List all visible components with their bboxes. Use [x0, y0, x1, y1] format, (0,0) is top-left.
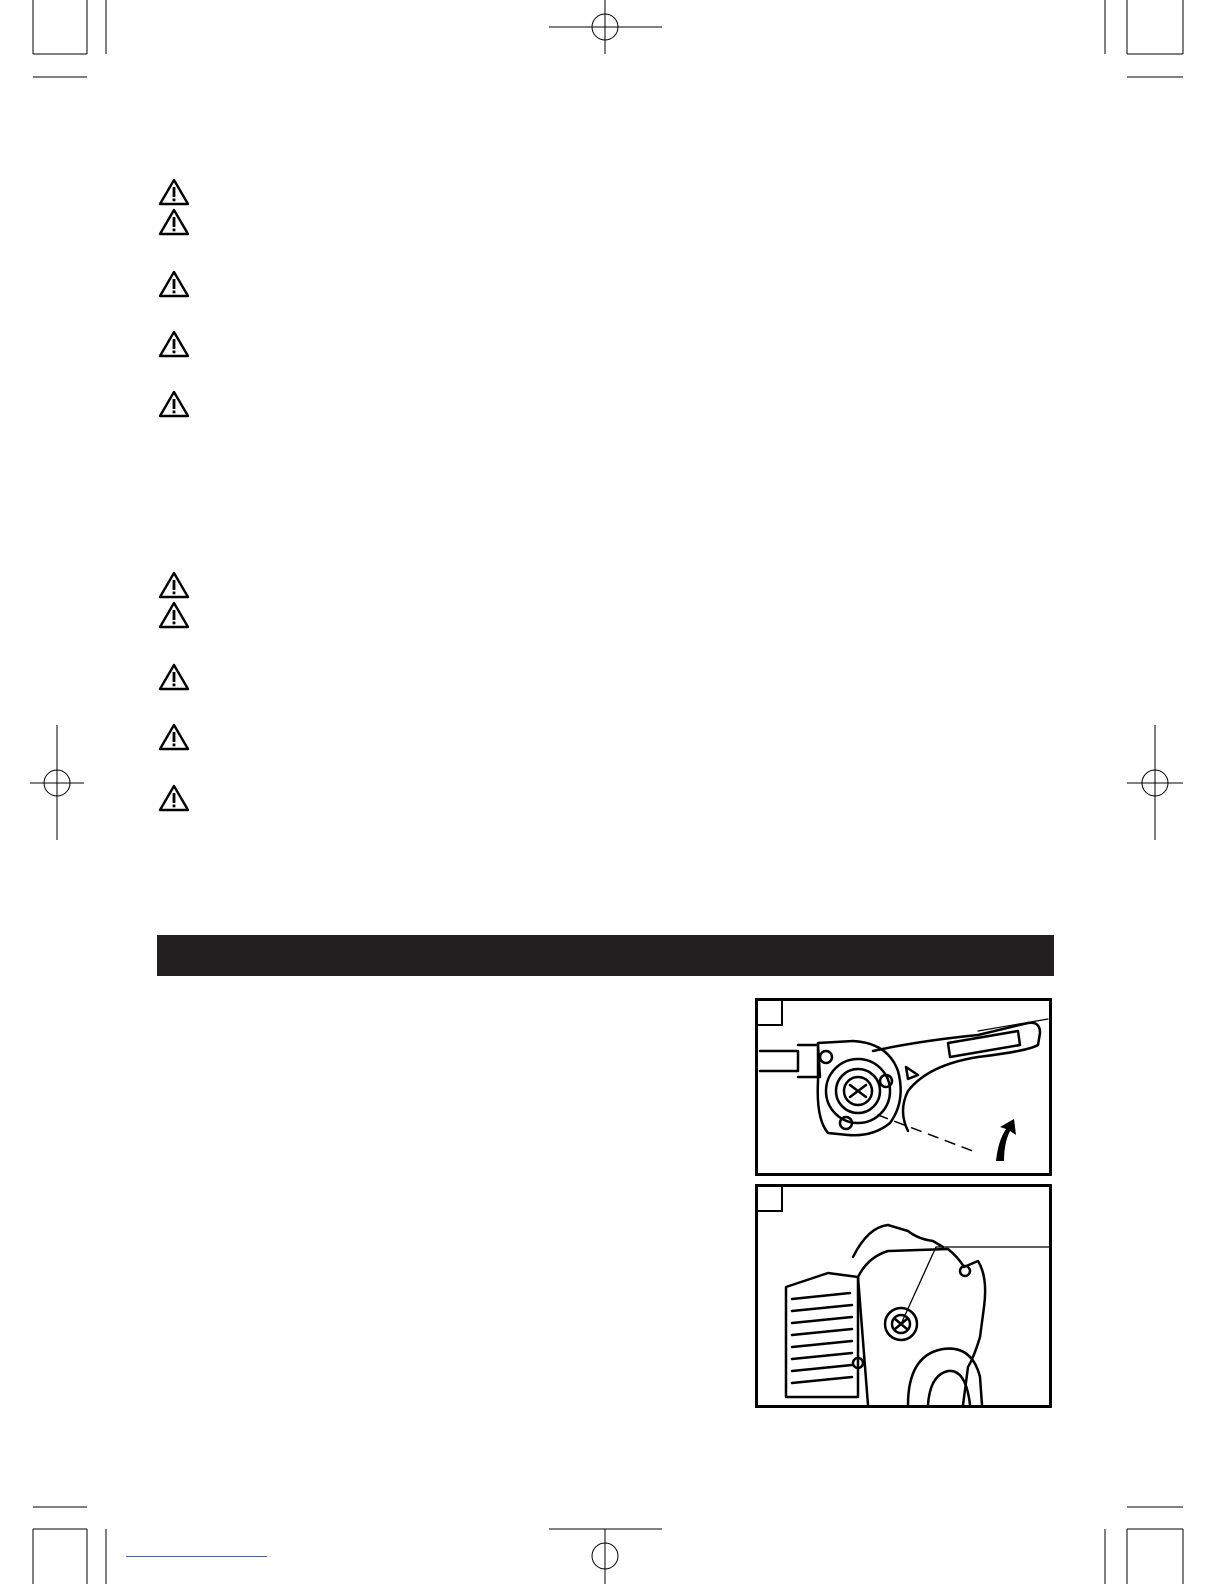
warning-triangle-icon — [158, 784, 190, 812]
figure-1-panel — [755, 998, 1052, 1176]
warning-triangle-icon — [158, 390, 190, 418]
figure-2-panel — [755, 1184, 1052, 1408]
engine-housing-illustration — [758, 1187, 1049, 1405]
warning-triangle-icon — [158, 601, 190, 629]
warning-triangle-icon — [158, 208, 190, 236]
warning-triangle-icon — [158, 270, 190, 298]
footer-link-line — [126, 1556, 267, 1557]
warning-triangle-icon — [158, 330, 190, 358]
warning-triangle-icon — [158, 663, 190, 691]
warning-triangle-icon — [158, 723, 190, 751]
spark-plug-wrench-illustration — [758, 1001, 1049, 1173]
warning-triangle-icon — [158, 178, 190, 206]
section-header-bar — [157, 935, 1054, 976]
warning-triangle-icon — [158, 571, 190, 599]
